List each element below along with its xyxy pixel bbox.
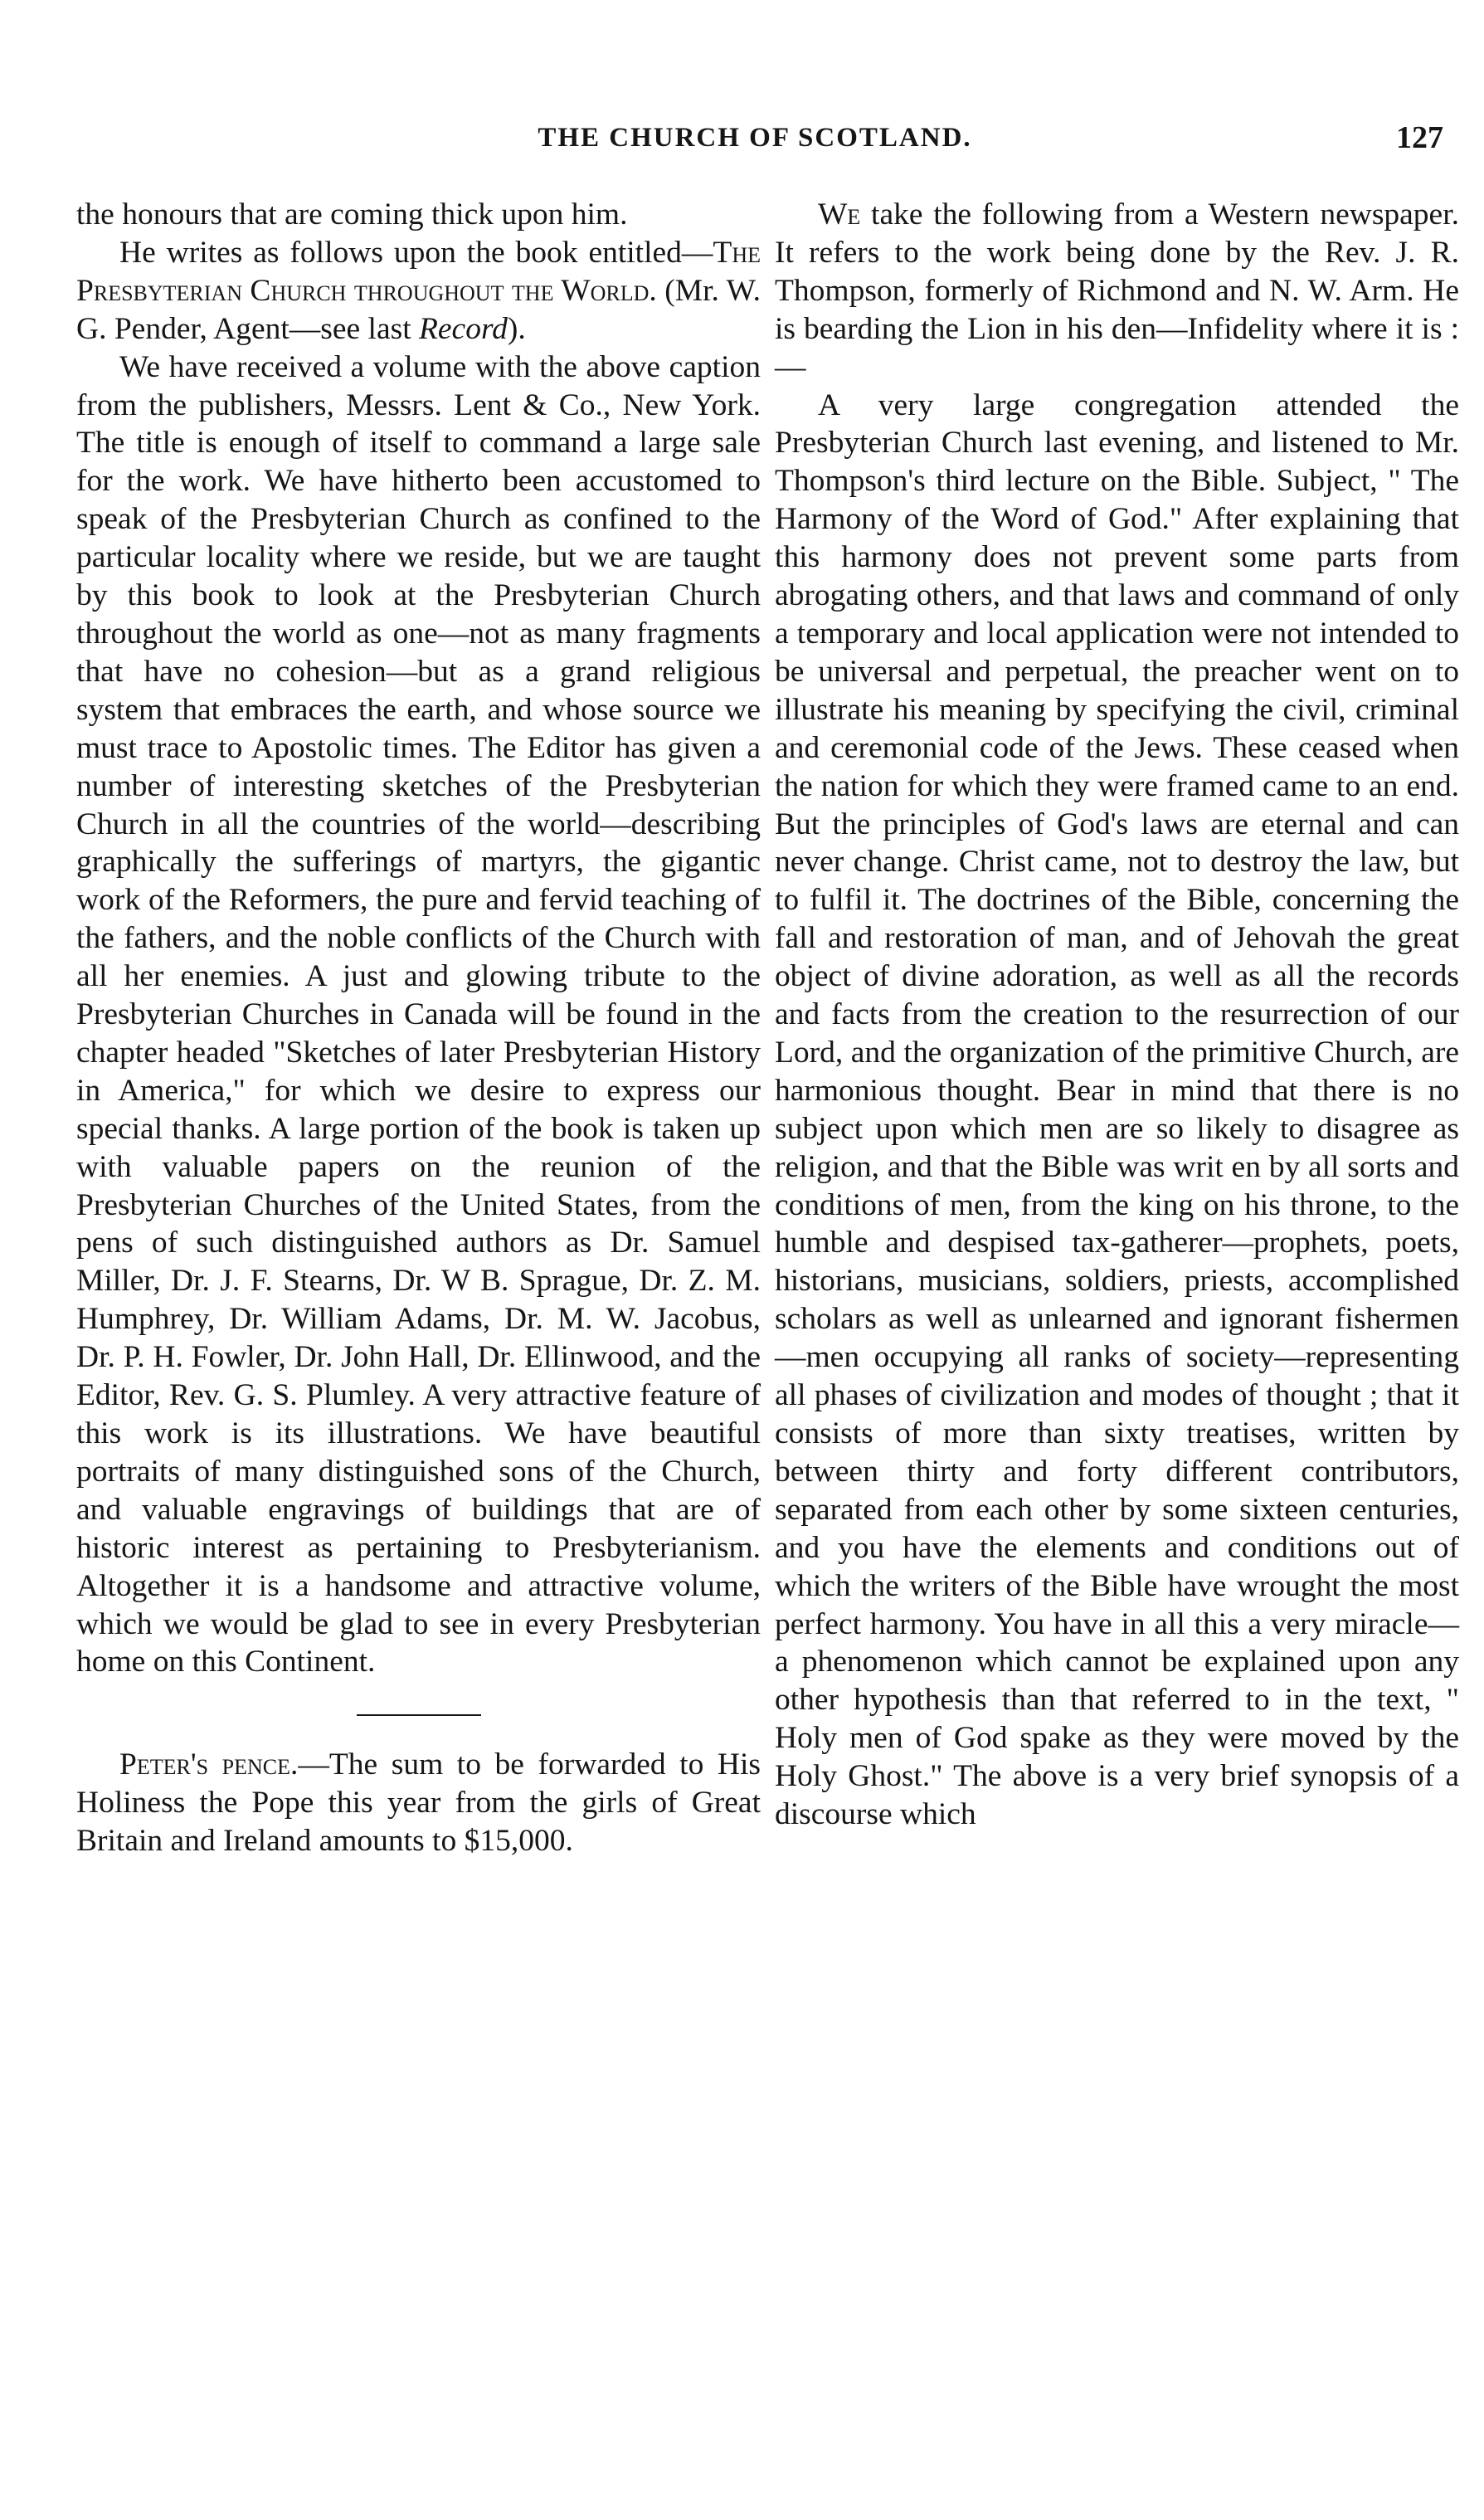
book-review-paragraph: We have received a volume with the above caption from the publishers, Messrs. Lent & Co., New York. The title is enough of itself to command a large sale for the work. We have hitherto been accustomed to speak of the Presbyterian Church as confined to the particular locality where we reside, but we are taught by this book to look at the Presbyterian Church throughout the world as one—not as many fragments that have no cohesion—but as a grand religious system that embraces the earth, and whose source we must trace to Apostolic times. The Editor has given a number of interesting sketches of the Presbyterian Church in all the countries of the world—describing graphically the sufferings of martyrs, the gigantic work of the Reformers, the pure and fervid teaching of the fathers, and the noble conflicts of the Church with all her enemies. A just and glowing tribute to the Presbyterian Churches in Canada will be found in the chapter headed "Sketches of later Presbyterian History in America," for which we desire to express our special thanks. A large portion of the book is taken up with valuable papers on the reunion of the Presbyterian Churches of the United States, from the pens of such distinguished authors as Dr. Samuel Miller, Dr. J. F. Stearns, Dr. W B. Sprague, Dr. Z. M. Humphrey, Dr. William Adams, Dr. M. W. Jacobus, Dr. P. H. Fowler, Dr. John Hall, Dr. Ellinwood, and the Editor, Rev. G. S. Plumley. A very attractive feature of this work is its illustrations. We have beautiful portraits of many distinguished sons of the Church, and valuable engravings of buildings that are of historic interest as pertaining to Presbyterianism. Altogether it is a handsome and attractive volume, which we would be glad to see in every Presbyterian home on this Continent. xyxy=(76,349,761,1679)
page-number: 127 xyxy=(1396,120,1443,155)
newspaper-intro-text: take the following from a Western newspaper. It refers to the work being done by the Rev. J. R. Thompson, formerly of Richmond and N. W. Arm. He is bearding the Lion in his den—Infidelity where it is :— xyxy=(775,197,1459,384)
left-column xyxy=(76,196,761,1860)
newspaper-intro-paragraph xyxy=(775,196,1459,387)
book-title: The Presbyterian Church throughout the World. xyxy=(76,235,761,308)
note-close: ). xyxy=(507,311,526,346)
opening-word: We xyxy=(818,197,861,232)
running-title: THE CHURCH OF SCOTLAND. xyxy=(538,123,972,153)
intro-text: He writes as follows upon the book entitled— xyxy=(119,235,713,270)
peters-pence-heading: Peter's pence. xyxy=(119,1747,299,1782)
page-header xyxy=(0,120,1484,173)
peters-pence-text: —The sum to be forwarded to His Holiness the Pope this year from the girls of Great Britain and Ireland amounts to $15,000. xyxy=(76,1747,761,1859)
right-column xyxy=(775,196,1459,1834)
lecture-report-paragraph: A very large congregation attended the Presbyterian Church last evening, and listened to Mr. Thompson's third lecture on the Bible. Subject, " The Harmony of the Word of God." After explaining that this harmony does not prevent some parts from abrogating others, and that laws and command of only a temporary and local application were not intended to be universal and perpetual, the preacher went on to illustrate his meaning by specifying the civil, criminal and ceremonial code of the Jews. These ceased when the nation for which they were framed came to an end. But the principles of God's laws are eternal and can never change. Christ came, not to destroy the law, but to fulfil it. The doctrines of the Bible, concerning the fall and restoration of man, and of Jehovah the great object of divine adoration, as well as all the records and facts from the creation to the resurrection of our Lord, and the organization of the primitive Church, are harmonious thought. Bear in mind that there is no subject upon which men are so likely to disagree as religion, and that the Bible was writ en by all sorts and conditions of men, from the king on his throne, to the humble and despised tax-gatherer—prophets, poets, historians, musicians, soldiers, priests, accomplished scholars as well as unlearned and ignorant fishermen—men occupying all ranks of society—representing all phases of civilization and modes of thought ; that it consists of more than sixty treatises, written by between thirty and forty different contributors, separated from each other by some sixteen centuries, and you have the elements and conditions out of which the writers of the Bible have wrought the most perfect harmony. You have in all this a very miracle—a phenomenon which cannot be explained upon any other hypothesis than that referred to in the text, " Holy men of God spake as they were moved by the Holy Ghost." The above is a very brief synopsis of a discourse which xyxy=(775,388,1459,1832)
section-divider xyxy=(357,1714,481,1716)
peters-pence-paragraph xyxy=(76,1746,761,1860)
record-reference: Record xyxy=(419,311,508,346)
agent-note: (Mr. W. G. Pender, Agent—see last xyxy=(76,273,761,346)
book-intro-paragraph xyxy=(76,234,761,349)
continuation-paragraph: the honours that are coming thick upon him. xyxy=(76,197,628,232)
